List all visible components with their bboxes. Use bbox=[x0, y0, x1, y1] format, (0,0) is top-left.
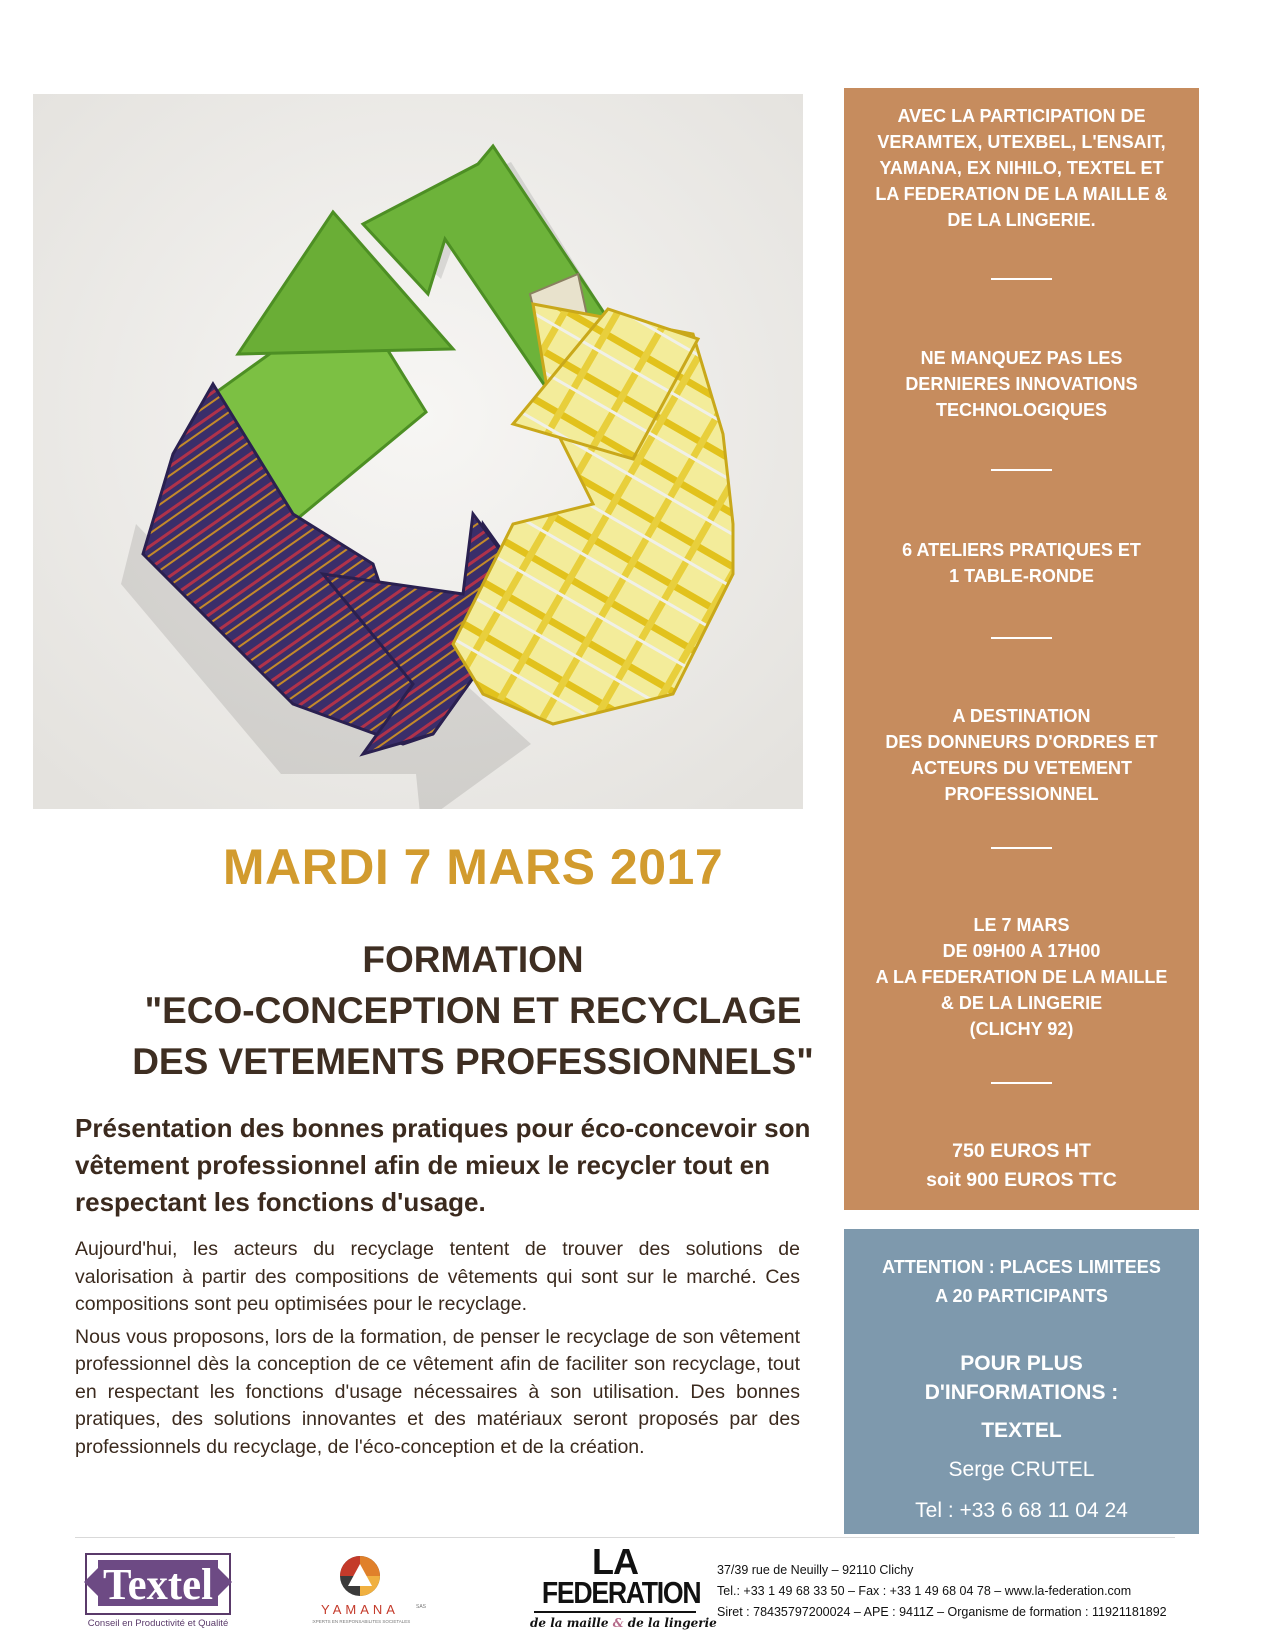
info-line: ACTEURS DU VETEMENT bbox=[910, 758, 1132, 778]
info-line: 1 TABLE-RONDE bbox=[949, 566, 1094, 586]
divider bbox=[991, 278, 1052, 280]
more-info-heading bbox=[844, 1349, 1199, 1407]
price-block bbox=[844, 1137, 1199, 1195]
body-text bbox=[75, 1236, 800, 1461]
schedule-block bbox=[844, 912, 1199, 1042]
info-line: A DESTINATION bbox=[952, 706, 1091, 726]
hero-image bbox=[33, 94, 803, 809]
address-line: 37/39 rue de Neuilly – 92110 Clichy bbox=[717, 1563, 914, 1577]
divider bbox=[991, 847, 1052, 849]
federation-logo-rule bbox=[534, 1611, 696, 1613]
yamana-logo-name: YAMANA bbox=[321, 1602, 399, 1617]
contact-person: Serge CRUTEL bbox=[948, 1458, 1095, 1481]
innovations-block bbox=[844, 345, 1199, 423]
divider bbox=[991, 637, 1052, 639]
info-line: DES DONNEURS D'ORDRES ET bbox=[885, 732, 1158, 752]
textel-logo-tagline: Conseil en Productivité et Qualité bbox=[87, 1618, 229, 1629]
attention-line: A 20 PARTICIPANTS bbox=[935, 1286, 1108, 1306]
contact-organization: TEXTEL bbox=[981, 1419, 1062, 1442]
formation-title-line: DES VETEMENTS PROFESSIONNELS" bbox=[132, 1041, 814, 1082]
workshops-block bbox=[844, 537, 1199, 589]
audience-block bbox=[844, 703, 1199, 807]
divider bbox=[991, 1082, 1052, 1084]
footer-divider bbox=[75, 1537, 1175, 1538]
info-line: AVEC LA PARTICIPATION DE bbox=[897, 106, 1146, 126]
yamana-logo-tagline: EXPERTS EN RESPONSABILITES SOCIETALES bbox=[312, 1619, 411, 1624]
more-info-line: POUR PLUS bbox=[960, 1352, 1083, 1375]
info-line: 6 ATELIERS PRATIQUES ET bbox=[902, 540, 1141, 560]
divider bbox=[991, 469, 1052, 471]
subtitle: Présentation des bonnes pratiques pour éco-concevoir son vêtement professionnel afin de mieux le recycler tout en respectant les fonctions d'usage. bbox=[75, 1113, 811, 1217]
info-line: & DE LA LINGERIE bbox=[940, 993, 1103, 1013]
info-line: YAMANA, EX NIHILO, TEXTEL ET bbox=[879, 158, 1164, 178]
info-line: DE 09H00 A 17H00 bbox=[942, 941, 1101, 961]
federation-logo-la: LA bbox=[592, 1541, 638, 1582]
price-line: soit 900 EUROS TTC bbox=[926, 1169, 1117, 1191]
more-info-line: D'INFORMATIONS : bbox=[924, 1381, 1119, 1404]
formation-title-line: FORMATION bbox=[362, 939, 584, 980]
info-line: A LA FEDERATION DE LA MAILLE bbox=[875, 967, 1168, 987]
textel-logo bbox=[84, 1552, 232, 1630]
price-line: 750 EUROS HT bbox=[952, 1140, 1091, 1162]
info-line: VERAMTEX, UTEXBEL, L'ENSAIT, bbox=[877, 132, 1166, 152]
formation-title bbox=[33, 934, 913, 1087]
formation-title-line: "ECO-CONCEPTION ET RECYCLAGE bbox=[144, 990, 802, 1031]
info-line: LA FEDERATION DE LA MAILLE & bbox=[875, 184, 1168, 204]
info-line: NE MANQUEZ PAS LES bbox=[920, 348, 1123, 368]
info-line: LE 7 MARS bbox=[973, 915, 1070, 935]
federation-logo-main: FEDERATION bbox=[541, 1575, 701, 1610]
contact-box bbox=[844, 1229, 1199, 1534]
contact-phone: Tel : +33 6 68 11 04 24 bbox=[915, 1499, 1128, 1522]
event-date: MARDI 7 MARS 2017 bbox=[222, 839, 724, 895]
info-line: (CLICHY 92) bbox=[969, 1019, 1074, 1039]
info-line: DERNIERES INNOVATIONS bbox=[905, 374, 1138, 394]
body-paragraph: Nous vous proposons, lors de la formation, de penser le recyclage de son vêtement professionnel dès la conception de ce vêtement afin de faciliter son recyclage, tout en respectant les fonctions d'usage nécessaires à son utilisation. Des bonnes pratiques, des solutions innovantes et des matériaux seront proposés par des professionnels du recyclage, de l'éco-conception et de la création. bbox=[75, 1325, 800, 1458]
attention-notice bbox=[844, 1253, 1199, 1311]
address-line: Siret : 78435797200024 – APE : 9411Z – Organisme de formation : 11921181892 bbox=[717, 1605, 1167, 1619]
federation-logo-sub: de la maille & de la lingerie bbox=[530, 1616, 717, 1630]
info-line: PROFESSIONNEL bbox=[944, 784, 1099, 804]
address-line: Tel.: +33 1 49 68 33 50 – Fax : +33 1 49 68 04 78 – www.la-federation.com bbox=[717, 1584, 1132, 1598]
info-line: DE LA LINGERIE. bbox=[947, 210, 1096, 230]
recycling-fabric-arrows-illustration bbox=[33, 94, 803, 809]
federation-logo bbox=[530, 1541, 717, 1639]
federation-address bbox=[717, 1560, 1237, 1623]
yamana-logo bbox=[312, 1548, 437, 1630]
info-line: TECHNOLOGIQUES bbox=[935, 400, 1107, 420]
participation-block bbox=[844, 103, 1199, 233]
yamana-logo-tm: SAS bbox=[416, 1604, 427, 1610]
body-paragraph: Aujourd'hui, les acteurs du recyclage tentent de trouver des solutions de valorisation à partir des compositions de vêtements qui sont sur le marché. Ces compositions sont peu optimisées pour le recyclage. bbox=[75, 1238, 800, 1315]
textel-logo-name: Textel bbox=[103, 1560, 213, 1609]
attention-line: ATTENTION : PLACES LIMITEES bbox=[882, 1257, 1161, 1277]
event-info-box bbox=[844, 88, 1199, 1210]
